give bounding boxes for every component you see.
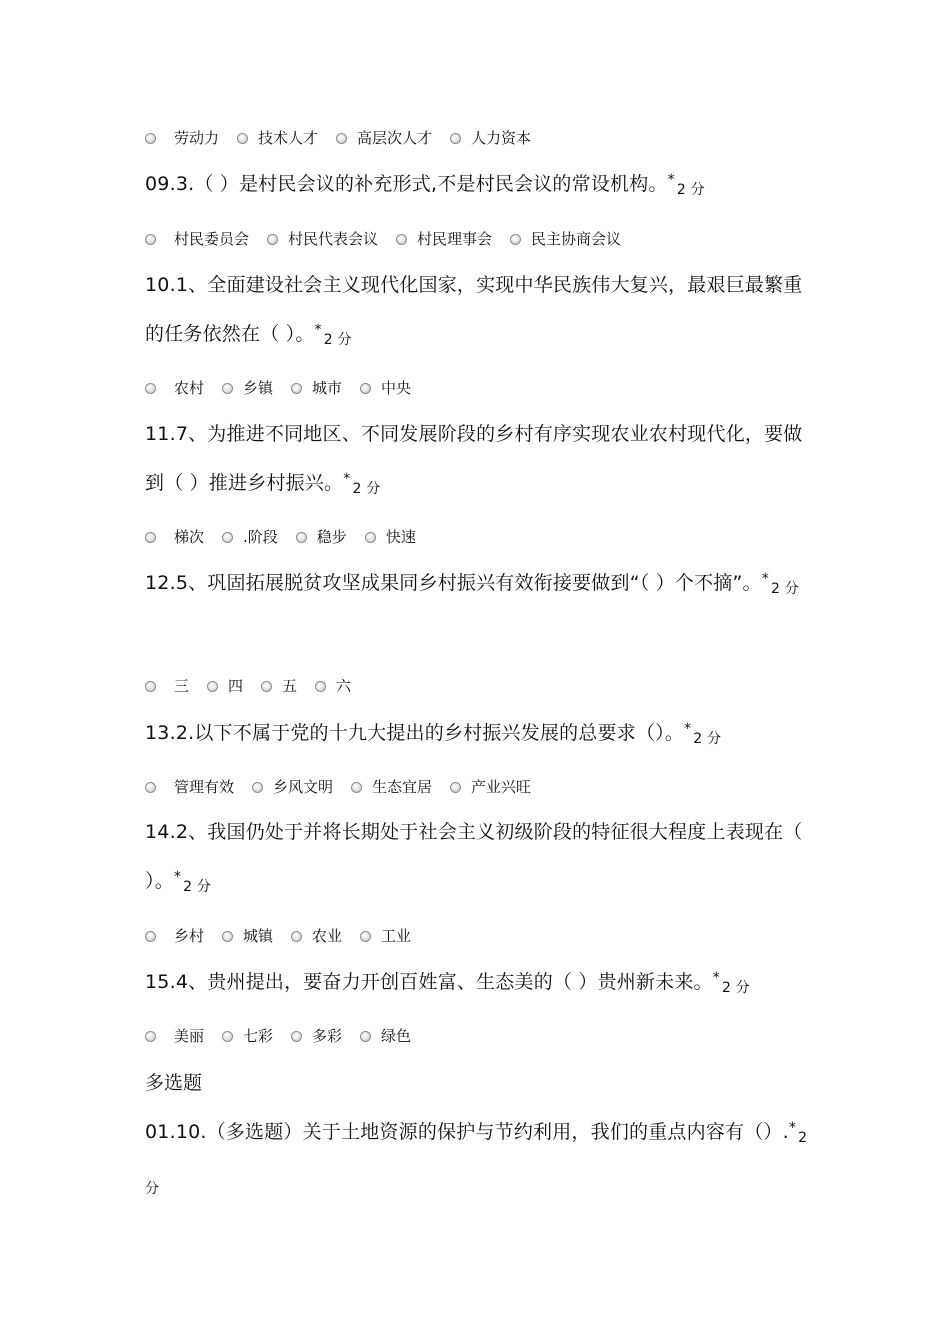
option[interactable]: 快速 bbox=[365, 527, 416, 547]
radio-icon[interactable] bbox=[291, 931, 302, 942]
radio-icon[interactable] bbox=[360, 383, 371, 394]
option[interactable]: .阶段 bbox=[222, 527, 278, 547]
radio-icon[interactable] bbox=[237, 133, 248, 144]
option[interactable]: 绿色 bbox=[360, 1026, 411, 1046]
option[interactable]: 村民理事会 bbox=[396, 229, 492, 249]
option[interactable]: 五 bbox=[261, 676, 297, 696]
question-text: 12.5、巩固拓展脱贫攻坚成果同乡村振兴有效衔接要做到“（ ）个不摘”。*$_{2 分}$ bbox=[145, 571, 799, 597]
option[interactable]: 劳动力 bbox=[145, 128, 219, 148]
radio-icon[interactable] bbox=[145, 681, 156, 692]
options-row bbox=[145, 229, 639, 249]
option[interactable]: 梯次 bbox=[145, 527, 204, 547]
radio-icon[interactable] bbox=[222, 383, 233, 394]
radio-icon[interactable] bbox=[336, 133, 347, 144]
radio-icon[interactable] bbox=[145, 931, 156, 942]
option[interactable]: 产业兴旺 bbox=[450, 777, 531, 797]
option[interactable]: 乡镇 bbox=[222, 378, 273, 398]
radio-icon[interactable] bbox=[145, 383, 156, 394]
option[interactable]: 城镇 bbox=[222, 926, 273, 946]
option[interactable]: 多彩 bbox=[291, 1026, 342, 1046]
option[interactable]: 稳步 bbox=[296, 527, 347, 547]
radio-icon[interactable] bbox=[267, 234, 278, 245]
radio-icon[interactable] bbox=[396, 234, 407, 245]
options-row bbox=[145, 777, 549, 797]
radio-icon[interactable] bbox=[222, 532, 233, 543]
question-text: 10.1、全面建设社会主义现代化国家，实现中华民族伟大复兴，最艰巨最繁重的任务依然在（ ）。*$_{2 分}$ bbox=[145, 274, 803, 348]
option[interactable]: 人力资本 bbox=[450, 128, 531, 148]
radio-icon[interactable] bbox=[222, 931, 233, 942]
question-text: 09.3.（ ）是村民会议的补充形式,不是村民会议的常设机构。*$_{2 分}$ bbox=[145, 172, 705, 198]
radio-icon[interactable] bbox=[291, 383, 302, 394]
option[interactable]: 六 bbox=[315, 676, 351, 696]
radio-icon[interactable] bbox=[261, 681, 272, 692]
option[interactable]: 农村 bbox=[145, 378, 204, 398]
option[interactable]: 美丽 bbox=[145, 1026, 204, 1046]
radio-icon[interactable] bbox=[315, 681, 326, 692]
radio-icon[interactable] bbox=[450, 782, 461, 793]
option[interactable]: 城市 bbox=[291, 378, 342, 398]
radio-icon[interactable] bbox=[510, 234, 521, 245]
option[interactable]: 村民代表会议 bbox=[267, 229, 378, 249]
radio-icon[interactable] bbox=[145, 532, 156, 543]
question-text: 14.2、我国仍处于并将长期处于社会主义初级阶段的特征很大程度上表现在（ ）。*$_{2 分}$ bbox=[145, 821, 803, 895]
radio-icon[interactable] bbox=[145, 133, 156, 144]
radio-icon[interactable] bbox=[291, 1031, 302, 1042]
option[interactable]: 民主协商会议 bbox=[510, 229, 621, 249]
options-row bbox=[145, 378, 429, 398]
section-title: 多选题 bbox=[145, 1072, 203, 1094]
option[interactable]: 生态宜居 bbox=[351, 777, 432, 797]
option[interactable]: 高层次人才 bbox=[336, 128, 432, 148]
options-row bbox=[145, 527, 434, 547]
radio-icon[interactable] bbox=[296, 532, 307, 543]
radio-icon[interactable] bbox=[252, 782, 263, 793]
question-text: 15.4、贵州提出，要奋力开创百姓富、生态美的（ ）贵州新未来。*$_{2 分}$ bbox=[145, 970, 750, 996]
question-text: 11.7、为推进不同地区、不同发展阶段的乡村有序实现农业农村现代化，要做到（ ）推进乡村振兴。*$_{2 分}$ bbox=[145, 423, 803, 497]
options-row-top bbox=[145, 128, 549, 148]
radio-icon[interactable] bbox=[365, 532, 376, 543]
option[interactable]: 农业 bbox=[291, 926, 342, 946]
option[interactable]: 工业 bbox=[360, 926, 411, 946]
radio-icon[interactable] bbox=[145, 1031, 156, 1042]
radio-icon[interactable] bbox=[351, 782, 362, 793]
radio-icon[interactable] bbox=[145, 234, 156, 245]
question-text: 01.10.（多选题）关于土地资源的保护与节约利用，我们的重点内容有$().^*_{2 分}$ bbox=[145, 1120, 808, 1197]
option[interactable]: 中央 bbox=[360, 378, 411, 398]
options-row bbox=[145, 926, 429, 946]
radio-icon[interactable] bbox=[145, 782, 156, 793]
option[interactable]: 四 bbox=[207, 676, 243, 696]
radio-icon[interactable] bbox=[450, 133, 461, 144]
radio-icon[interactable] bbox=[207, 681, 218, 692]
option[interactable]: 三 bbox=[145, 676, 189, 696]
option[interactable]: 七彩 bbox=[222, 1026, 273, 1046]
option[interactable]: 乡风文明 bbox=[252, 777, 333, 797]
radio-icon[interactable] bbox=[360, 931, 371, 942]
question-text: 13.2.以下不属于党的十九大提出的乡村振兴发展的总要求（）。*$_{2 分}$ bbox=[145, 721, 722, 747]
option[interactable]: 管理有效 bbox=[145, 777, 234, 797]
option[interactable]: 乡村 bbox=[145, 926, 204, 946]
option[interactable]: 技术人才 bbox=[237, 128, 318, 148]
options-row bbox=[145, 676, 369, 696]
radio-icon[interactable] bbox=[360, 1031, 371, 1042]
radio-icon[interactable] bbox=[222, 1031, 233, 1042]
options-row bbox=[145, 1026, 429, 1046]
option[interactable]: 村民委员会 bbox=[145, 229, 249, 249]
